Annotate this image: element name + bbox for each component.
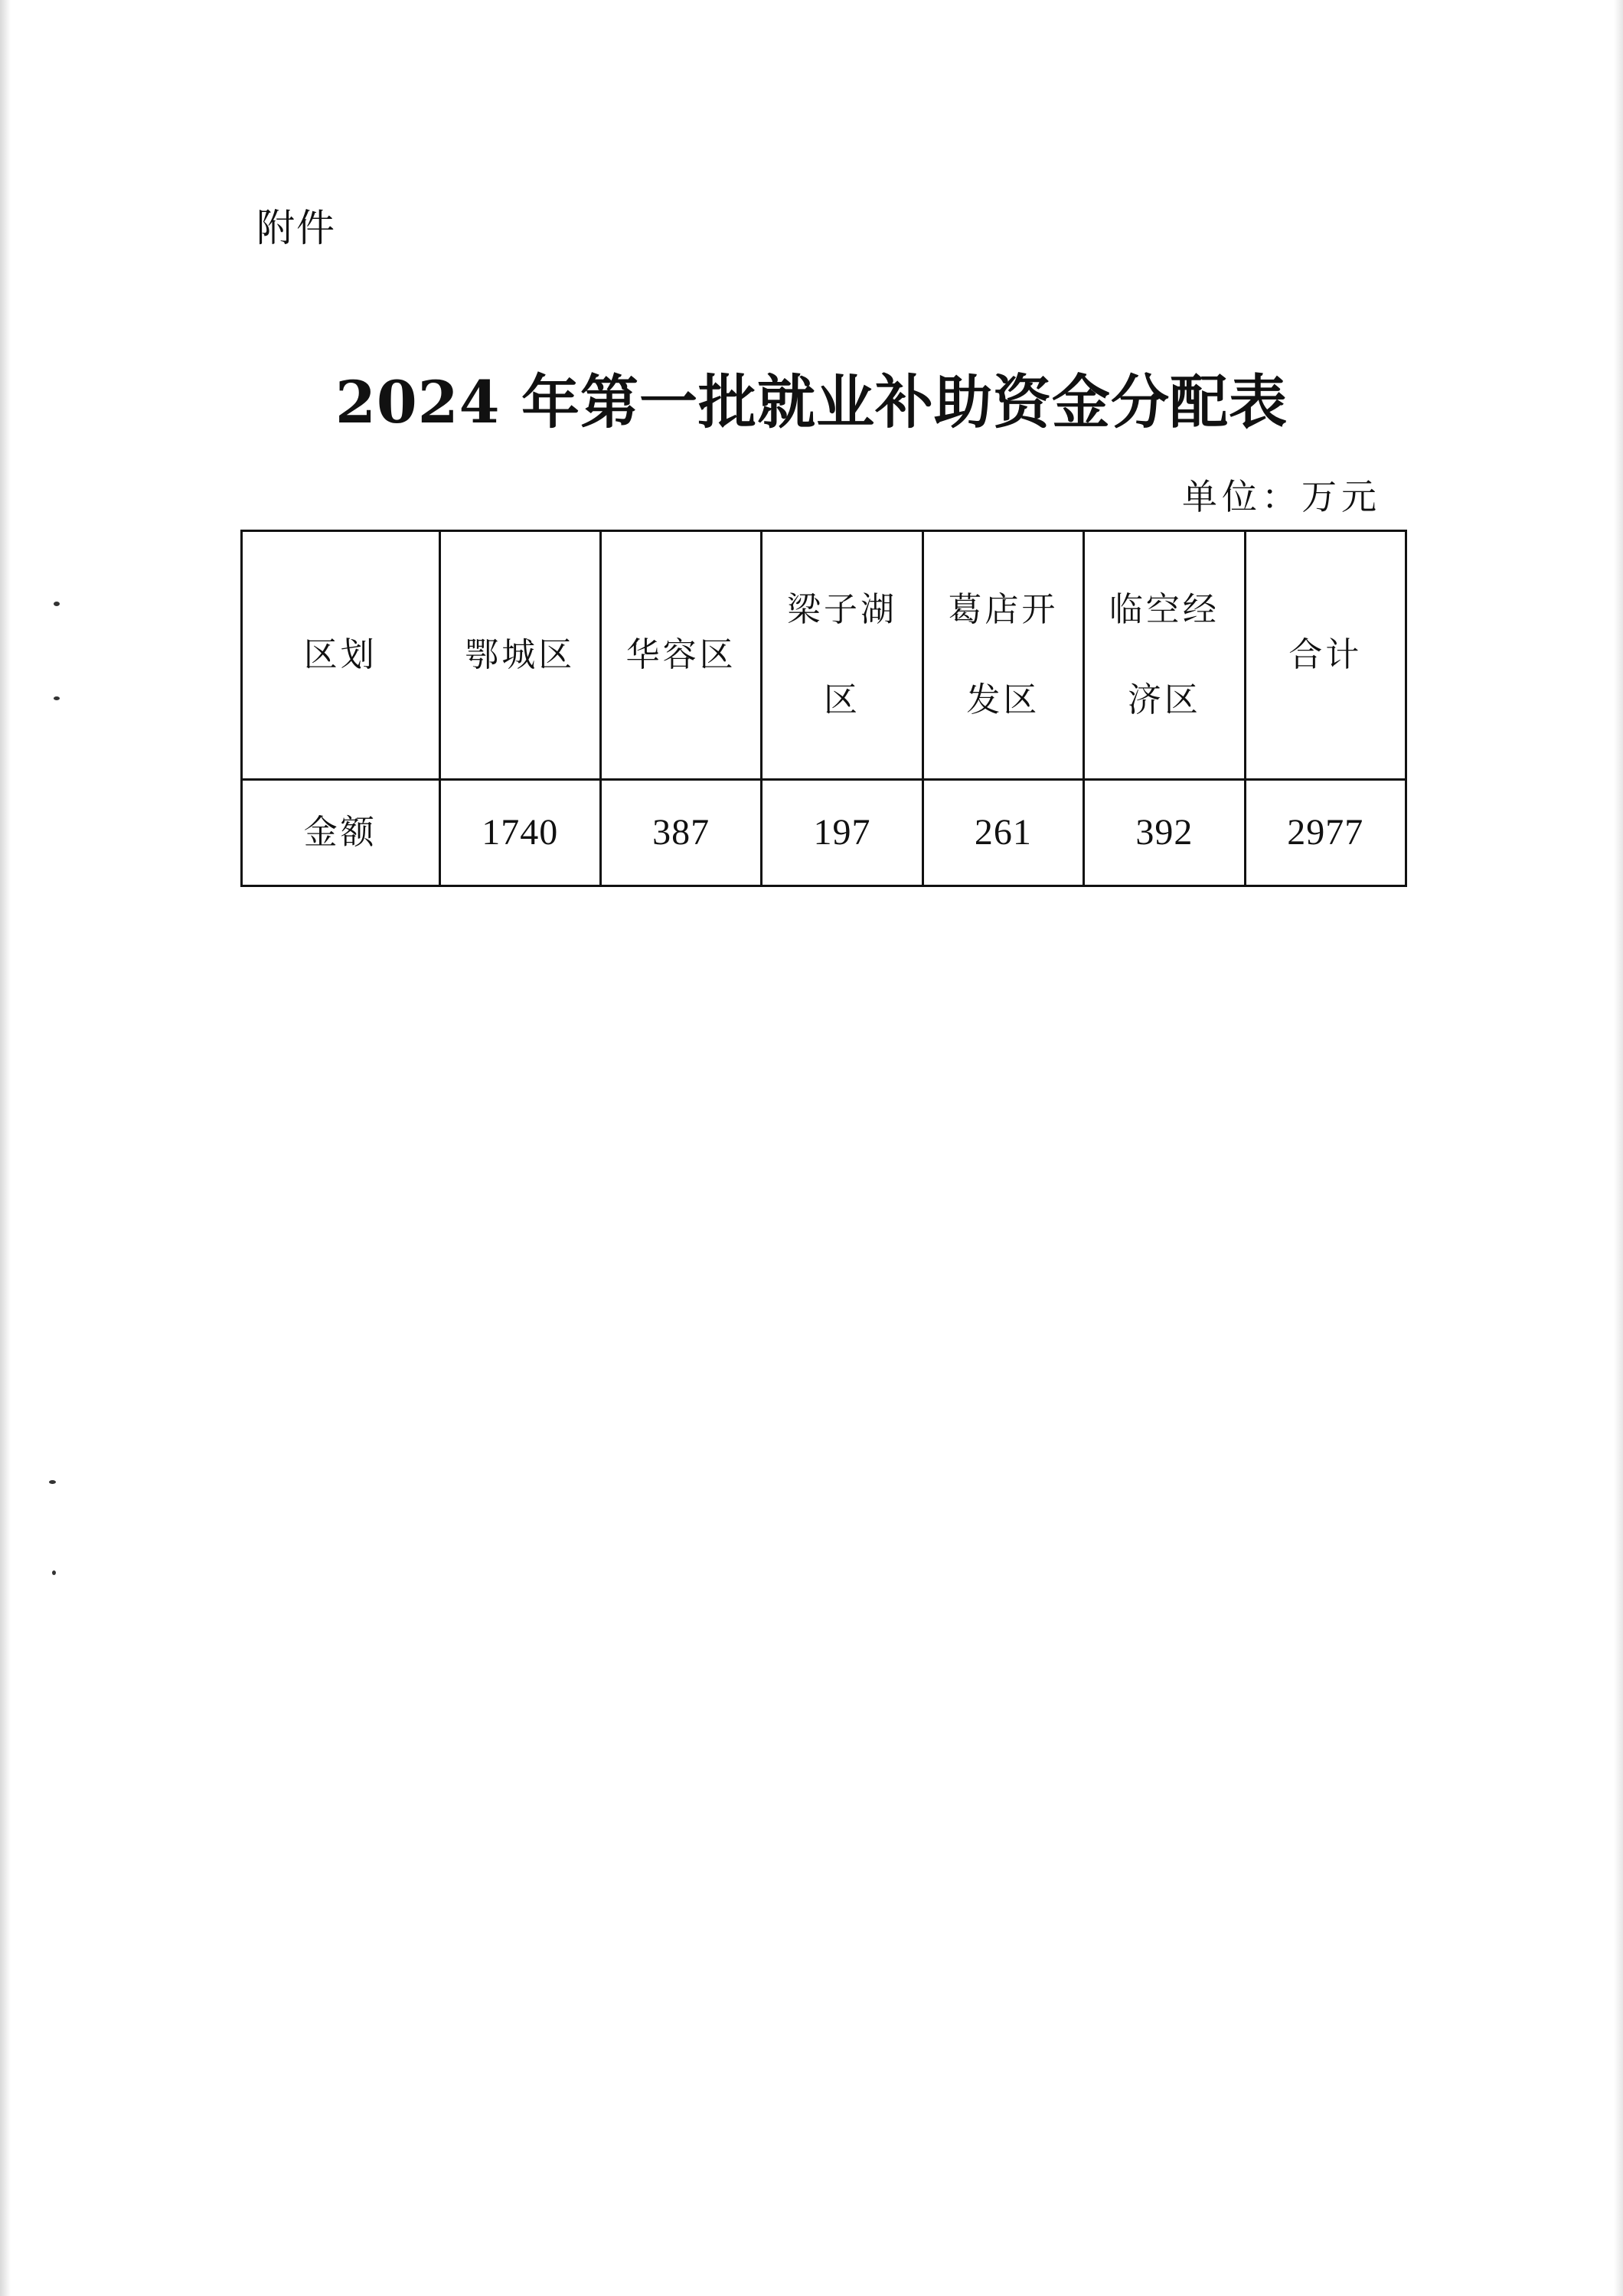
table-header-cell: 梁子湖区 — [762, 531, 923, 780]
table-header-cell: 临空经济区 — [1084, 531, 1245, 780]
table-header-cell: 鄂城区 — [439, 531, 600, 780]
table-cell: 1740 — [439, 780, 600, 886]
page-edge-shadow-right — [1614, 0, 1623, 2296]
table-row — [242, 780, 1406, 886]
table-cell: 金额 — [242, 780, 440, 886]
table-header-cell: 葛店开发区 — [923, 531, 1083, 780]
page-edge-shadow-left — [0, 0, 11, 2296]
table-cell: 261 — [923, 780, 1083, 886]
unit-label: 单位：万元 — [1182, 476, 1381, 517]
scan-speck — [54, 602, 60, 606]
table-cell: 2977 — [1245, 780, 1406, 886]
table-header-cell: 华容区 — [600, 531, 761, 780]
table-header-row — [242, 531, 1406, 780]
table-header-cell: 合计 — [1245, 531, 1406, 780]
document-title: 2024 年第一批就业补助资金分配表 — [335, 368, 1288, 436]
allocation-table — [240, 530, 1407, 887]
scan-speck — [49, 1480, 56, 1484]
attachment-label: 附件 — [256, 206, 336, 250]
table-cell: 392 — [1084, 780, 1245, 886]
scan-speck — [52, 1570, 56, 1575]
table-cell: 197 — [762, 780, 923, 886]
scan-speck — [54, 696, 60, 700]
table-header-cell: 区划 — [242, 531, 440, 780]
table-cell: 387 — [600, 780, 761, 886]
